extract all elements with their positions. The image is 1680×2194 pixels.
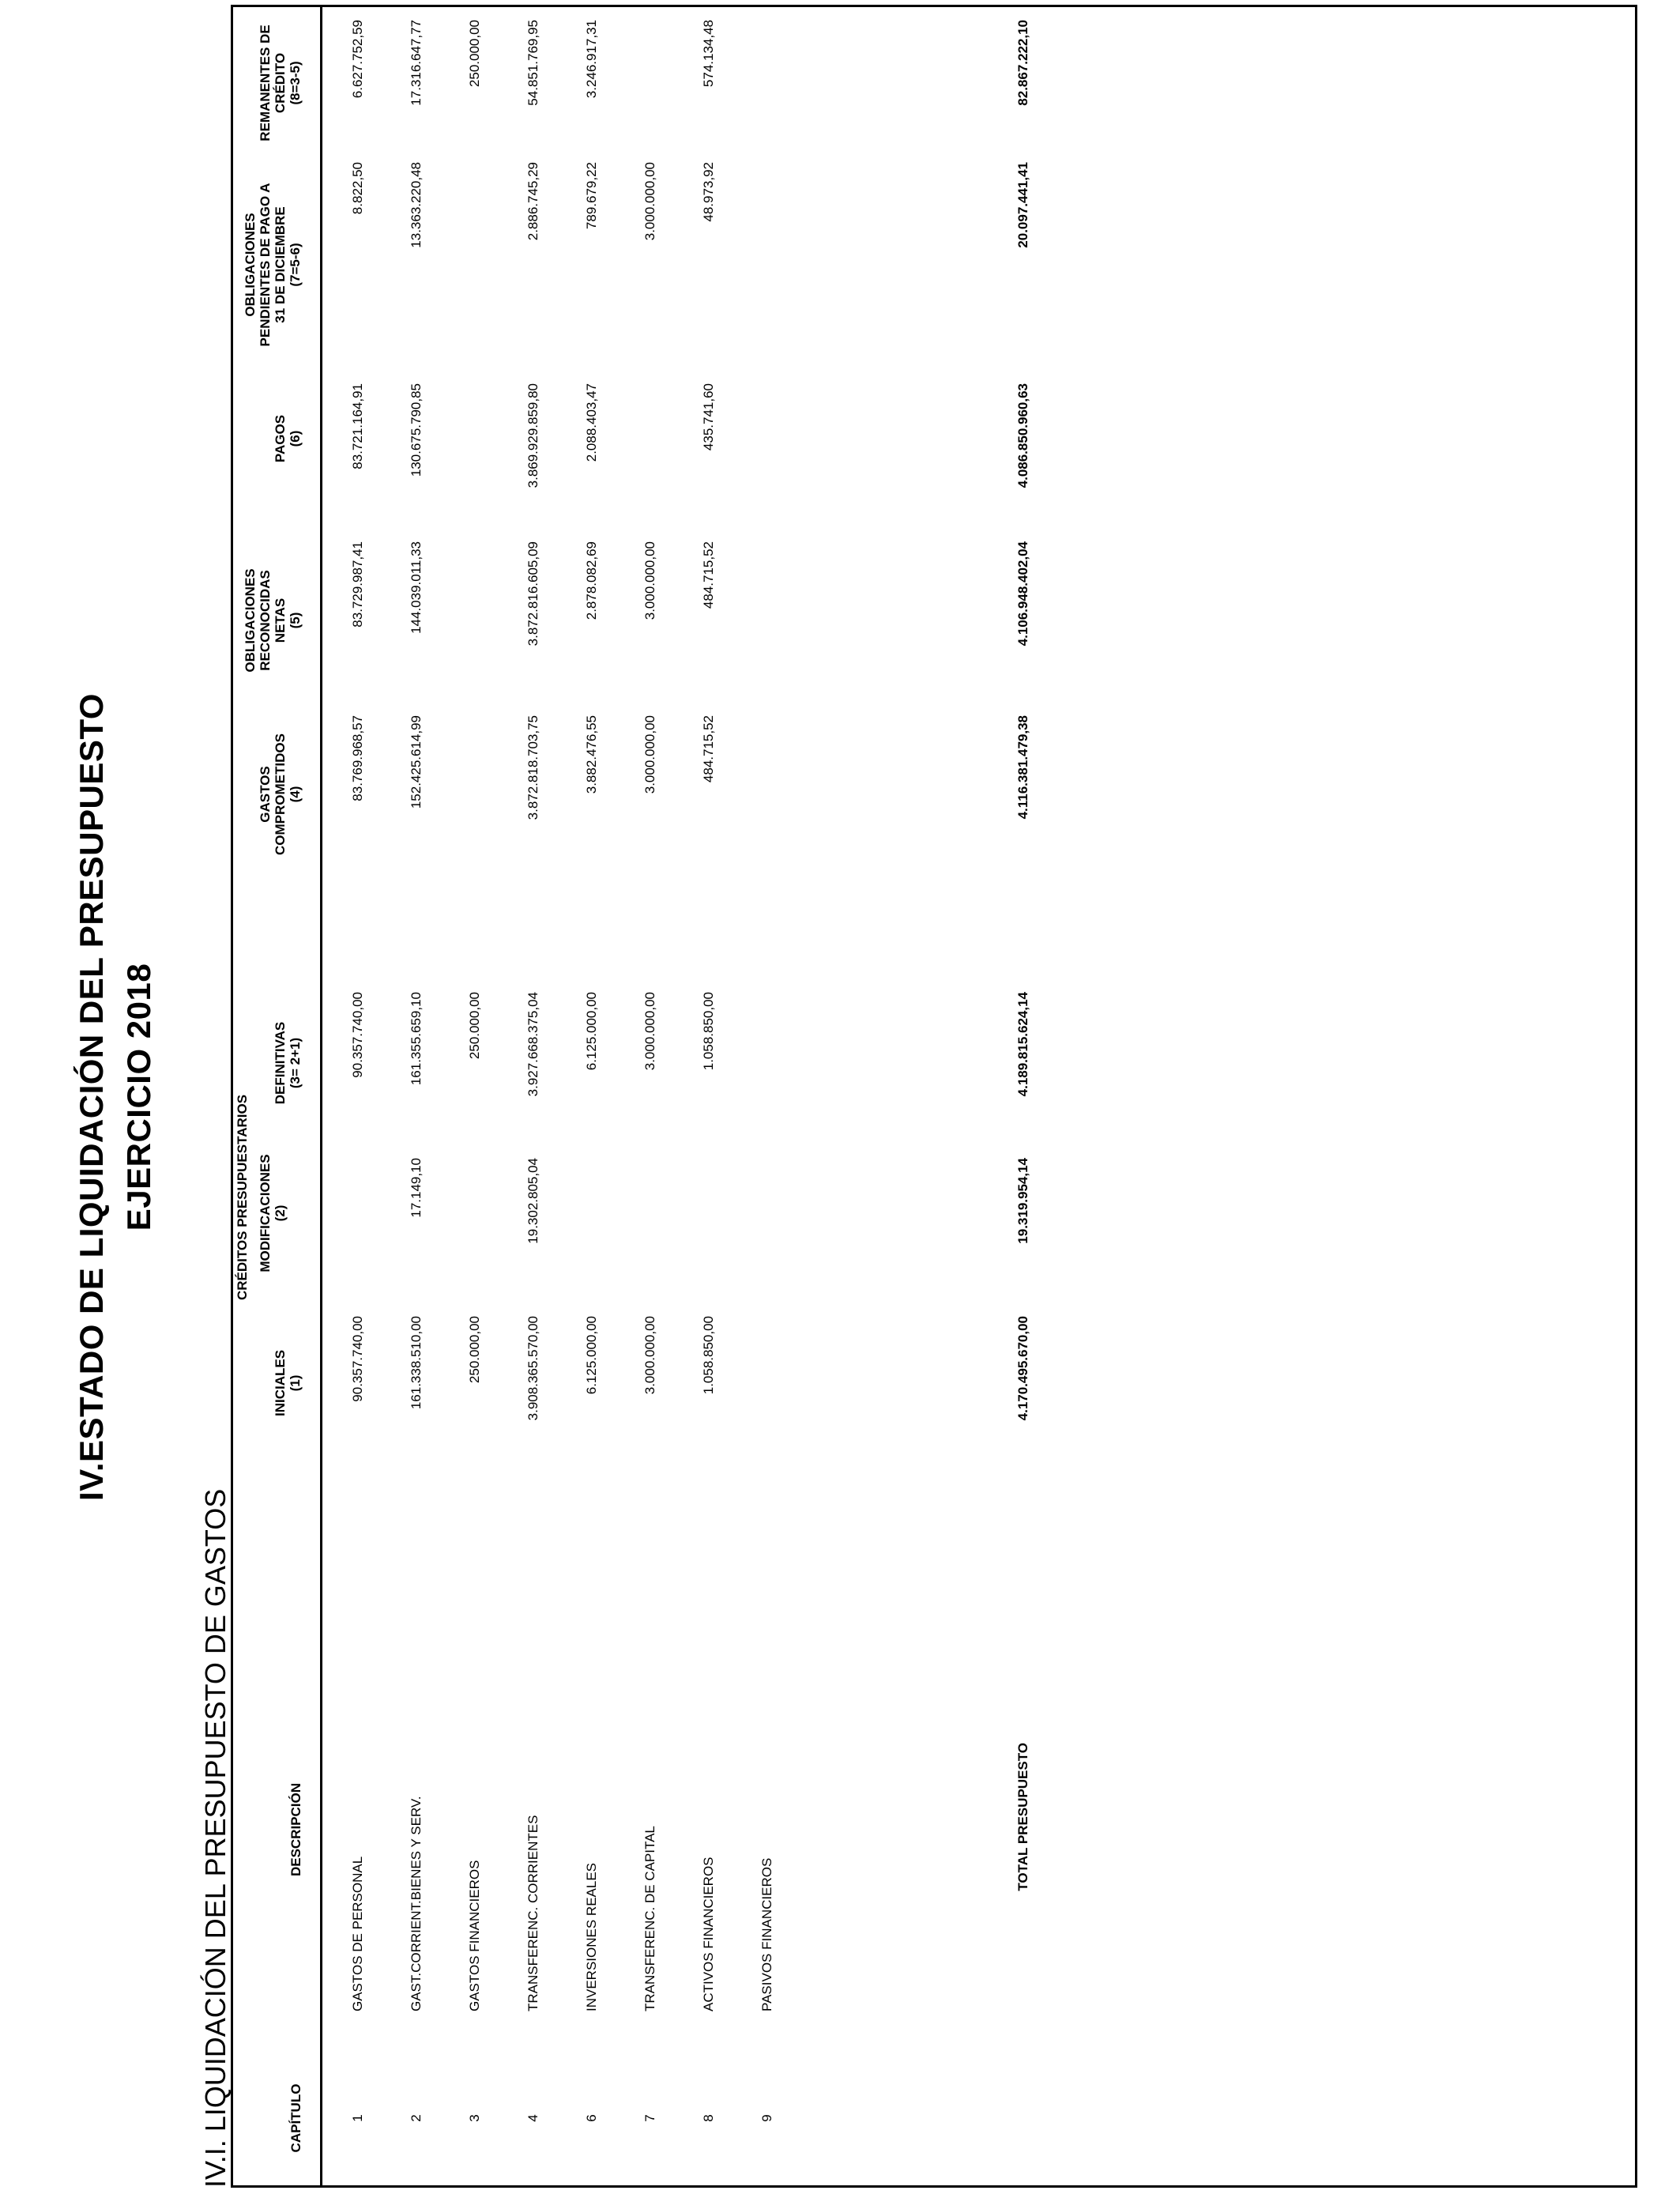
row-capitulo: 6 xyxy=(584,2114,599,2122)
row-iniciales: 90.357.740,00 xyxy=(350,1316,365,1402)
row-definitivas: 6.125.000,00 xyxy=(584,992,599,1071)
header-pendientes: OBLIGACIONES PENDIENTES DE PAGO A 31 DE DICIEMBRE (7=5-6) xyxy=(243,183,303,347)
row-pagos: 435.741,60 xyxy=(701,383,716,451)
row-iniciales: 161.338.510,00 xyxy=(409,1316,424,1410)
row-descripcion: GASTOS DE PERSONAL xyxy=(350,1856,365,2011)
row-remanentes: 3.246.917,31 xyxy=(584,20,599,99)
row-pendientes: 2.886.745,29 xyxy=(525,162,541,241)
row-pagos: 83.721.164,91 xyxy=(350,383,365,469)
row-definitivas: 90.357.740,00 xyxy=(350,992,365,1078)
row-iniciales: 250.000,00 xyxy=(467,1316,482,1384)
header-capitulo: CAPÍTULO xyxy=(288,2083,303,2153)
total-gastos: 4.116.381.479,38 xyxy=(1015,715,1030,820)
row-remanentes: 574.134,48 xyxy=(701,20,716,88)
header-modificaciones: MODIFICACIONES (2) xyxy=(258,1154,288,1272)
row-descripcion: TRANSFERENC. DE CAPITAL xyxy=(642,1826,657,2011)
row-capitulo: 2 xyxy=(409,2114,424,2122)
row-gastos: 152.425.614,99 xyxy=(409,715,424,809)
row-capitulo: 4 xyxy=(525,2114,541,2122)
row-pendientes: 13.363.220,48 xyxy=(409,162,424,248)
section-title: IV.I. LIQUIDACIÓN DEL PRESUPUESTO DE GASTOS xyxy=(199,1488,232,2188)
row-modificaciones: 17.149,10 xyxy=(409,1158,424,1218)
row-modificaciones: 19.302.805,04 xyxy=(525,1158,541,1244)
row-obligaciones: 2.878.082,69 xyxy=(584,541,599,620)
row-obligaciones: 3.872.816.605,09 xyxy=(525,541,541,647)
total-label: TOTAL PRESUPUESTO xyxy=(1015,1743,1030,1891)
header-remanentes: REMANENTES DE CRÉDITO (8=3-5) xyxy=(258,25,303,141)
page-subtitle: EJERCICIO 2018 xyxy=(120,963,157,1231)
row-pendientes: 3.000.000,00 xyxy=(642,162,657,241)
row-descripcion: GAST.CORRIENT.BIENES Y SERV. xyxy=(409,1796,424,2011)
row-obligaciones: 83.729.987,41 xyxy=(350,541,365,628)
row-pendientes: 48.973,92 xyxy=(701,162,716,222)
row-capitulo: 1 xyxy=(350,2114,365,2122)
row-definitivas: 3.000.000,00 xyxy=(642,992,657,1071)
row-definitivas: 161.355.659,10 xyxy=(409,992,424,1086)
row-descripcion: TRANSFERENC. CORRIENTES xyxy=(525,1815,541,2011)
total-definitivas: 4.189.815.624,14 xyxy=(1015,992,1030,1097)
row-descripcion: PASIVOS FINANCIEROS xyxy=(759,1857,774,2011)
page-title: IV.ESTADO DE LIQUIDACIÓN DEL PRESUPUESTO xyxy=(73,693,110,1501)
row-pendientes: 8.822,50 xyxy=(350,162,365,215)
total-obligaciones: 4.106.948.402,04 xyxy=(1015,541,1030,647)
total-pagos: 4.086.850.960,63 xyxy=(1015,383,1030,488)
row-descripcion: GASTOS FINANCIEROS xyxy=(467,1860,482,2011)
row-obligaciones: 144.039.011,33 xyxy=(409,541,424,634)
row-iniciales: 6.125.000,00 xyxy=(584,1316,599,1395)
row-gastos: 484.715,52 xyxy=(701,715,716,783)
row-pendientes: 789.679,22 xyxy=(584,162,599,230)
row-iniciales: 3.908.365.570,00 xyxy=(525,1316,541,1421)
row-pagos: 3.869.929.859,80 xyxy=(525,383,541,488)
header-iniciales: INICIALES (1) xyxy=(273,1349,303,1417)
header-divider xyxy=(320,7,322,2185)
row-remanentes: 250.000,00 xyxy=(467,20,482,88)
row-gastos: 3.872.818.703,75 xyxy=(525,715,541,820)
header-pagos: PAGOS (6) xyxy=(273,414,303,463)
row-pagos: 2.088.403,47 xyxy=(584,383,599,462)
row-remanentes: 6.627.752,59 xyxy=(350,20,365,99)
row-remanentes: 17.316.647,77 xyxy=(409,20,424,106)
row-capitulo: 8 xyxy=(701,2114,716,2122)
header-descripcion: DESCRIPCIÓN xyxy=(288,1782,303,1877)
header-gastos: GASTOS COMPROMETIDOS (4) xyxy=(258,733,303,855)
row-remanentes: 54.851.769,95 xyxy=(525,20,541,106)
row-iniciales: 1.058.850,00 xyxy=(701,1316,716,1395)
row-capitulo: 3 xyxy=(467,2114,482,2122)
row-iniciales: 3.000.000,00 xyxy=(642,1316,657,1395)
row-definitivas: 1.058.850,00 xyxy=(701,992,716,1071)
row-capitulo: 7 xyxy=(642,2114,657,2122)
total-pendientes: 20.097.441,41 xyxy=(1015,162,1030,248)
row-definitivas: 250.000,00 xyxy=(467,992,482,1060)
row-definitivas: 3.927.668.375,04 xyxy=(525,992,541,1097)
header-creditos-group: CRÉDITOS PRESUPUESTARIOS xyxy=(235,1094,250,1301)
header-obligaciones: OBLIGACIONES RECONOCIDAS NETAS (5) xyxy=(243,568,303,673)
row-capitulo: 9 xyxy=(759,2114,774,2122)
total-modificaciones: 19.319.954,14 xyxy=(1015,1158,1030,1244)
row-descripcion: INVERSIONES REALES xyxy=(584,1862,599,2011)
row-gastos: 83.769.968,57 xyxy=(350,715,365,801)
row-pagos: 130.675.790,85 xyxy=(409,383,424,477)
total-iniciales: 4.170.495.670,00 xyxy=(1015,1316,1030,1421)
budget-table xyxy=(231,5,1637,2188)
row-obligaciones: 484.715,52 xyxy=(701,541,716,609)
total-remanentes: 82.867.222,10 xyxy=(1015,20,1030,106)
header-definitivas: DEFINITIVAS (3= 2+1) xyxy=(273,1021,303,1105)
row-obligaciones: 3.000.000,00 xyxy=(642,541,657,620)
row-descripcion: ACTIVOS FINANCIEROS xyxy=(701,1857,716,2011)
row-gastos: 3.000.000,00 xyxy=(642,715,657,794)
row-gastos: 3.882.476,55 xyxy=(584,715,599,794)
